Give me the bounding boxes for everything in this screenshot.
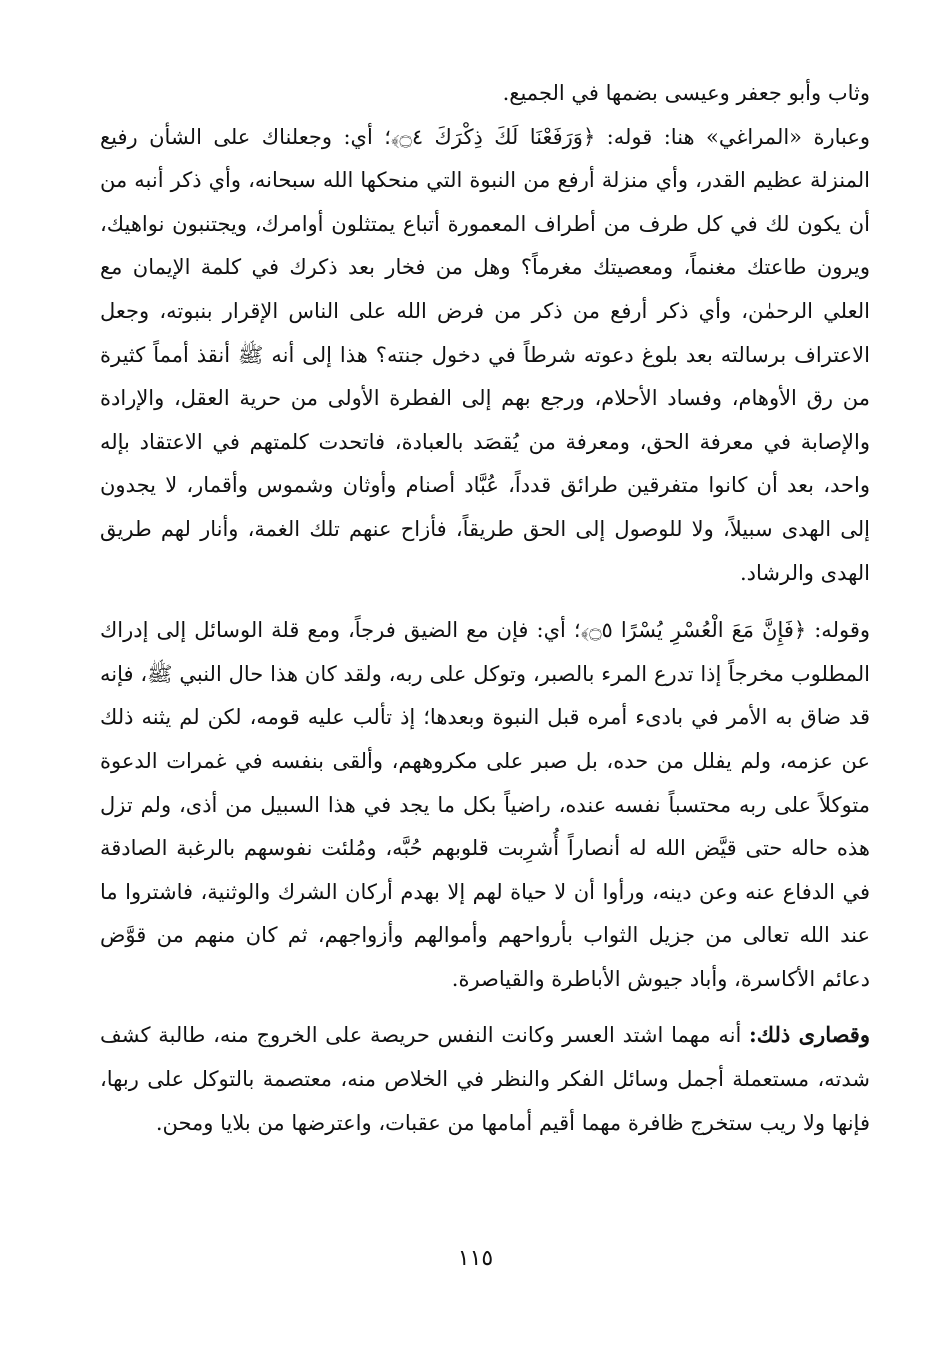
paragraph-lead: وقصارى ذلك:: [749, 1022, 870, 1048]
page-body: [100, 72, 870, 1145]
paragraph-summary: [100, 1013, 870, 1145]
paragraph-continuation: [100, 72, 870, 116]
paragraph-text: وقوله: ﴿فَإِنَّ مَعَ الْعُسْرِ يُسْرًا ۝٥﴾؛ أي: فإن مع الضيق فرجاً، ومع قلة الوسائل إلى إدراك المطلوب مخرجاً إذا تدرع المرء بالصبر، وتوكل على ربه، ولقد كان هذا حال النبي ﷺ، فإنه قد ضاق به الأمر في بادىء أمره قبل النبوة وبعدها؛ إذ تألب عليه قومه، لكن لم يثنه ذلك عن عزمه، ولم يفلل من حده، بل صبر على مكروههم، وألقى بنفسه في غمرات الدعوة متوكلاً على ربه محتسباً نفسه عنده، راضياً بكل ما يجد في هذا السبيل من أذى، ولم تزل هذه حاله حتى قيَّض الله له أنصاراً أُشرِبت قلوبهم حُبَّه، ومُلئت نفوسهم بالرغبة الصادقة في الدفاع عنه وعن دينه، ورأوا أن لا حياة لهم إلا بهدم أركان الشرك والوثنية، فاشتروا ما عند الله تعالى من جزيل الثواب بأرواحهم وأموالهم وأزواجهم، ثم كان منهم من قوَّض دعائم الأكاسرة، وأباد جيوش الأباطرة والقياصرة.: [100, 618, 870, 991]
paragraph-verse-five: [100, 609, 870, 1001]
page-number: ١١٥: [457, 1246, 494, 1271]
paragraph-text: وثاب وأبو جعفر وعيسى بضمها في الجميع.: [502, 81, 870, 105]
paragraph-text: وعبارة «المراغي» هنا: قوله: ﴿وَرَفَعْنَا لَكَ ذِكْرَكَ ۝٤﴾؛ أي: وجعلناك على الشأن رفيع المنزلة عظيم القدر، وأي منزلة أرفع من النبوة التي منحكها الله سبحانه، وأي ذكر أنبه من أن يكون لك في كل طرف من أطراف المعمورة أتباع يمتثلون أوامرك، ويجتنبون نواهيك، ويرون طاعتك مغنماً، ومعصيتك مغرماً؟ وهل من فخار بعد ذكرك في كلمة الإيمان مع العلي الرحمٰن، وأي ذكر أرفع من ذكر من فرض الله على الناس الإقرار بنبوته، وجعل الاعتراف برسالته بعد بلوغ دعوته شرطاً في دخول جنته؟ هذا إلى أنه ﷺ أنقذ أمماً كثيرة من رق الأوهام، وفساد الأحلام، ورجع بهم إلى الفطرة الأولى من حرية العقل، والإرادة والإصابة في معرفة الحق، ومعرفة من يُقصَد بالعبادة، فاتحدت كلمتهم في الاعتقاد بإله واحد، بعد أن كانوا متفرقين طرائق قدداً، عُبَّاد أصنام وأوثان وشموس وأقمار، لا يجدون إلى الهدى سبيلاً، ولا للوصول إلى الحق طريقاً، فأزاح عنهم تلك الغمة، وأنار لهم طريق الهدى والرشاد.: [100, 124, 871, 585]
paragraph-maraghi-commentary: [100, 116, 870, 596]
paragraph-text: أنه مهما اشتد العسر وكانت النفس حريصة على الخروج منه، طالبة كشف شدته، مستعملة أجمل وسائل الفكر والنظر في الخلاص منه، معتصمة بالتوكل على ربها، فإنها ولا ريب ستخرج ظافرة مهما أقيم أمامها من عقبات، واعترضها من بلايا ومحن.: [100, 1023, 870, 1135]
